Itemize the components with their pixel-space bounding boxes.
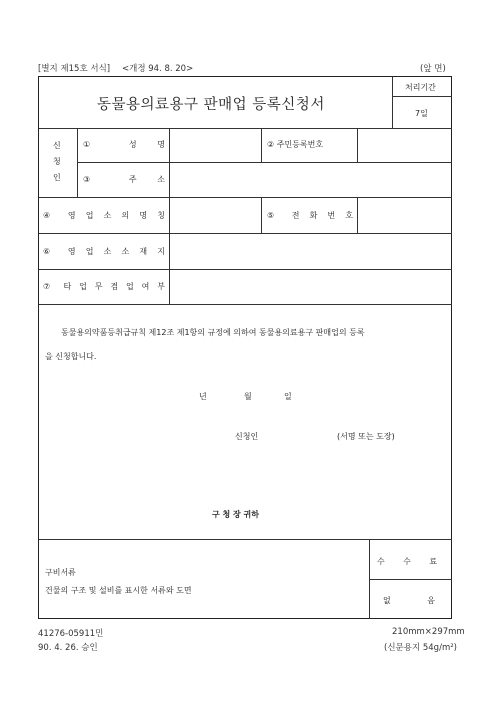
fee-label: 수 수 료 [377,557,437,566]
business-name-field[interactable] [170,198,260,233]
resident-number-field[interactable] [358,129,451,162]
concurrent-business-field[interactable] [170,270,451,304]
date-day: 일 [284,392,292,401]
front-side-label: (앞 면) [420,64,446,74]
divider [261,128,262,162]
addressee: 구 청 장 귀하 [212,510,259,519]
required-documents-item: 건물의 구조 및 설비를 표시한 서류와 도면 [45,586,192,595]
address-label: ③ 주 소 [83,175,165,184]
business-location-field[interactable] [170,234,451,269]
applicant-group-char: 인 [53,173,61,182]
date-year: 년 [199,392,207,401]
address-field[interactable] [170,163,451,197]
paper-size: 210mm×297mm [392,627,465,637]
divider [77,128,78,197]
phone-label: ⑤ 전 화 번 호 [267,211,353,220]
application-form [38,76,452,619]
paper-type: (신문용지 54g/m²) [384,643,457,653]
resident-number-label: ② 주민등록번호 [267,140,324,149]
divider [39,539,452,540]
form-code: 41276-05911민 [38,629,104,639]
form-title: 동물용의료용구 판매업 등록신청서 [97,97,325,113]
concurrent-business-label: ⑦ 타 업 무 겸 업 여 부 [43,282,165,291]
signature-label: 신청인 [235,432,259,441]
divider [369,579,452,580]
form-number: [별지 제15호 서식] [38,64,111,74]
processing-period-label: 처리기간 [405,83,436,92]
statement-line-2: 을 신청합니다. [45,352,97,361]
business-location-label: ⑥ 영 업 소 소 재 지 [43,247,165,256]
fee-value: 없 음 [383,596,435,605]
revision-date: <개정 94. 8. 20> [122,64,194,74]
processing-period-value: 7일 [415,109,428,118]
divider [261,197,262,233]
applicant-group-char: 신 [53,141,61,150]
signature-note: (서명 또는 도장) [337,432,395,441]
name-field[interactable] [170,129,260,162]
applicant-group-char: 청 [53,157,61,166]
approval-date: 90. 4. 26. 승인 [38,643,98,653]
business-name-label: ④ 영 업 소 의 명 칭 [43,211,165,220]
date-month: 월 [244,392,252,401]
required-documents-heading: 구비서류 [45,568,76,577]
divider [392,96,452,97]
divider [392,77,393,128]
phone-field[interactable] [358,198,451,233]
statement-line-1: 동물용의약품등취급규칙 제12조 제1항의 규정에 의하여 동물용의료용구 판매업의 등록 [61,328,365,337]
name-label: ① 성 명 [83,140,165,149]
divider [39,304,452,305]
